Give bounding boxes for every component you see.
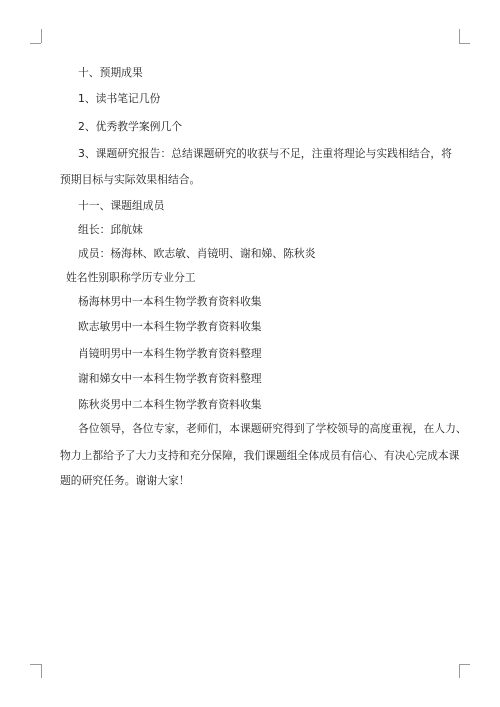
result-item-3: 3、课题研究报告：总结课题研究的收获与不足，注重将理论与实践相结合，将 bbox=[78, 147, 452, 160]
crop-mark-bottom-left-h bbox=[30, 664, 41, 665]
team-members-list: 成员：杨海林、欧志敏、肖镜明、谢和娣、陈秋炎 bbox=[78, 247, 316, 260]
closing-paragraph-line-3: 题的研究任务。谢谢大家！ bbox=[60, 474, 190, 487]
closing-paragraph-line-2: 物力上都给予了大力支持和充分保障，我们课题组全体成员有信心、有决心完成本课 bbox=[60, 449, 460, 462]
result-item-1: 1、读书笔记几份 bbox=[78, 92, 161, 105]
crop-mark-bottom-right-h bbox=[459, 664, 470, 665]
crop-mark-top-left-h bbox=[30, 43, 41, 44]
crop-mark-top-right-h bbox=[459, 43, 470, 44]
result-item-3-continued: 预期目标与实际效果相结合。 bbox=[60, 173, 201, 186]
member-row: 陈秋炎男中二本科生物学教育资料收集 bbox=[78, 398, 262, 411]
member-row: 杨海林男中一本科生物学教育资料收集 bbox=[78, 295, 262, 308]
member-row: 欧志敏男中一本科生物学教育资料收集 bbox=[78, 320, 262, 333]
crop-mark-top-left-v bbox=[41, 29, 42, 43]
crop-mark-bottom-left-v bbox=[41, 664, 42, 678]
section-heading-expected-results: 十、预期成果 bbox=[78, 66, 143, 79]
closing-paragraph-line-1: 各位领导，各位专家，老师们，本课题研究得到了学校领导的高度重视，在人力、 bbox=[78, 422, 467, 435]
crop-mark-top-right-v bbox=[459, 29, 460, 43]
member-row: 肖镜明男中一本科生物学教育资料整理 bbox=[78, 347, 262, 360]
crop-mark-bottom-right-v bbox=[459, 664, 460, 678]
section-heading-team-members: 十一、课题组成员 bbox=[78, 199, 165, 212]
member-row: 谢和娣女中一本科生物学教育资料整理 bbox=[78, 372, 262, 385]
result-item-2: 2、优秀教学案例几个 bbox=[78, 120, 183, 133]
team-leader: 组长：邱航妹 bbox=[78, 223, 143, 236]
member-table-header: 姓名性别职称学历专业分工 bbox=[66, 271, 196, 284]
